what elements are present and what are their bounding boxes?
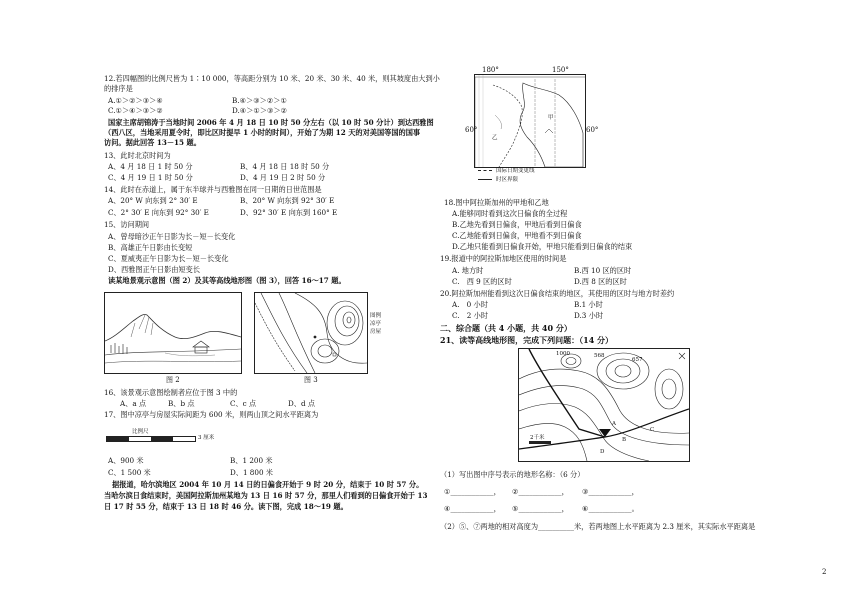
topo-drawing (519, 349, 689, 461)
intro1-line3: 访问。据此回答 13－15 题。 (104, 138, 201, 147)
topo-label-568: 568 (594, 353, 605, 359)
q12-line2: 的排序是 (104, 84, 133, 93)
figure-3-contour-map (254, 292, 368, 374)
q18: 18.图中阿拉斯加州的甲地和乙地 (444, 198, 549, 207)
q16-option-b: B、b 点 (168, 399, 195, 408)
topo-label-657: 657 (632, 357, 643, 363)
topo-point-a: A (612, 421, 616, 427)
q15-option-c: C、夏威夷正午日影为长－短－长变化 (108, 254, 229, 263)
q18-option-d: D.乙地只能看到日偏食开始，甲地只能看到日偏食的结束 (452, 242, 633, 251)
legend-timezone-swatch (478, 179, 492, 180)
figure-3-legend-house: 房屋 (370, 329, 382, 335)
q19-option-c: C. 西 9 区的区时 (452, 277, 512, 286)
intro1-line1: 国家主席胡锦涛于当地时间 2006 年 4 月 18 日 10 时 50 分左右（以 10 时 50 分计）到达西雅图 (108, 118, 434, 127)
sub-question-1: （1）写出图中序号表示的地形名称：（6 分） (440, 470, 585, 479)
map-lat-left: 60° (465, 126, 478, 134)
figure-3-caption: 图 3 (304, 376, 318, 384)
sub-question-2: （2）⑤、⑦两地的相对高度为__________米，若两地图上水平距离为 2.3 厘米，其实际水平距离是 (440, 522, 756, 531)
q20-option-a: A. 0 小时 (452, 300, 488, 309)
q17-option-a: A、900 米 (108, 456, 144, 465)
legend-dateline-swatch (478, 170, 492, 171)
q14-option-d: D、92° 30′ E 向东到 160° E (240, 208, 338, 217)
q14-option-a: A、20° W 向东到 2° 30′ E (108, 196, 198, 205)
q16-option-d: D、d 点 (288, 399, 316, 408)
q14-option-b: B、20° W 向东到 92° 30′ E (240, 196, 335, 205)
legend-dateline: 国际日期变更线 (496, 168, 535, 174)
q16-option-a: A、a 点 (120, 399, 147, 408)
q20-option-d: D.3 小时 (574, 311, 604, 320)
blank-3: ③____________， (582, 487, 639, 496)
scale-unit: 3 厘米 (198, 435, 215, 441)
map-place-jia: 甲 (548, 115, 554, 121)
figure-3-legend-pavilion: 凉亭 (370, 321, 382, 327)
q18-option-b: B.乙地先看到日偏食，甲地后看到日偏食 (452, 220, 582, 229)
q12-option-d: D.④＞①＞③＞② (232, 106, 288, 115)
q12-option-a: A.①＞②＞③＞④ (108, 96, 163, 105)
blank-4: ④____________， (444, 504, 501, 513)
q14: 14、此时在赤道上，属于东半球并与西雅图在同一日期的日世范围是 (104, 185, 322, 194)
q18-option-a: A.能够同时看到这次日偏食的全过程 (452, 209, 568, 218)
landscape-sketch (105, 293, 241, 373)
blank-6: ⑥____________。 (582, 504, 639, 513)
map-lon-150: 150° (552, 66, 569, 74)
blank-1: ①____________， (444, 487, 501, 496)
section-2-heading: 二、综合题（共 4 小题，共 40 分） (440, 323, 572, 333)
intro3-line1: 据报道，哈尔滨地区 2004 年 10 月 14 日的日偏食开始于 9 时 20 分，结束于 10 时 57 分。 (112, 480, 424, 489)
q18-option-c: C.乙地能看到日偏食，甲地看不到日偏食 (452, 231, 582, 240)
q12-option-b: B.④＞③＞②＞① (232, 96, 287, 105)
topo-scale-label: 2千米 (530, 435, 545, 441)
q15: 15、访问期间 (104, 220, 150, 229)
map-place-yi: 乙 (492, 135, 498, 141)
contour-lines (255, 293, 367, 373)
map-lat-right: 60° (586, 126, 599, 134)
scale-bar (106, 436, 196, 442)
alaska-map (474, 74, 586, 168)
intro3-line3: 日 17 时 55 分，结束于 13 日 18 时 46 分。读下图，完成 18～19 题。 (104, 502, 348, 511)
q19-option-d: D.西 8 区的区时 (574, 277, 627, 286)
topo-point-b: B (622, 437, 627, 443)
q17-option-b: B、1 200 米 (230, 456, 273, 465)
q20: 20.阿拉斯加州能看到这次日偏食结束的地区，其使用的区时与地方时差约 (440, 289, 675, 298)
scale-label: 比例尺 (132, 429, 149, 435)
q13: 13、此时北京时间为 (104, 151, 171, 160)
legend-timezone: 时区界限 (496, 177, 519, 183)
q15-option-d: D、西雅图正午日影由短变长 (108, 265, 201, 274)
q16-option-c: C、c 点 (230, 399, 257, 408)
q12-line1: 12.若四幅图的比例尺皆为 1∶10 000，等高距分别为 10 米、20 米、30 米、40 米，则其坡度由大到小 (104, 74, 440, 83)
q19-option-a: A. 地方时 (452, 266, 484, 275)
alaska-map-drawing (475, 75, 585, 167)
q20-option-b: B.1 小时 (574, 300, 603, 309)
topographic-map (518, 348, 690, 462)
figure-3-legend-title: 图例 (370, 313, 382, 319)
blank-5: ⑤____________， (512, 504, 569, 513)
page-number: 2 (822, 568, 827, 576)
q15-option-b: B、高雄正午日影由长变短 (108, 243, 193, 252)
q12-option-c: C.①＞④＞③＞② (108, 106, 163, 115)
intro1-line2: （西八区，当地采用夏令时，即比区时提早 1 小时的时间），开始了为期 12 天的对美国等国的国事 (104, 128, 421, 137)
q17-option-d: D、1 800 米 (230, 468, 273, 477)
topo-point-d: D (600, 449, 605, 455)
topo-label-1000: 1000 (556, 351, 570, 357)
q20-option-c: C. 2 小时 (452, 311, 488, 320)
q16: 16、该景观示意图绘制者应位于图 3 中的 (104, 388, 238, 397)
q19-option-b: B.西 10 区的区时 (574, 266, 632, 275)
q14-option-c: C、2° 30′ E 向东到 92° 30′ E (108, 208, 209, 217)
blank-2: ②____________， (512, 487, 569, 496)
topo-point-c: C (650, 427, 655, 433)
map-lon-180: 180° (482, 66, 499, 74)
q17: 17、图中凉亭与房屋实际间距为 600 米，则两山顶之间水平距离为 (104, 410, 319, 419)
q13-option-d: D、4 月 19 日 2 时 50 分 (240, 173, 326, 182)
q13-option-b: B、4 月 18 日 18 时 50 分 (240, 162, 330, 171)
figure-2-caption: 图 2 (166, 376, 180, 384)
intro2: 读某地景观示意图（图 2）及其等高线地形图（图 3），回答 16～17 题。 (108, 276, 346, 285)
figure-2-landscape (104, 292, 242, 374)
intro3-line2: 当哈尔滨日食结束时，美国阿拉斯加州某地为 13 日 16 时 57 分，那里人们看到的日偏食开始于 13 (104, 491, 428, 500)
q19: 19.报道中的阿拉斯加地区使用的时间是 (440, 254, 567, 263)
q13-option-a: A、4 月 18 日 1 时 50 分 (108, 162, 193, 171)
q15-option-a: A、曾母暗沙正午日影为长－短－长变化 (108, 232, 236, 241)
q13-option-c: C、4 月 19 日 1 时 50 分 (108, 173, 193, 182)
q17-option-c: C、1 500 米 (108, 468, 151, 477)
q21: 21、读等高线地形图，完成下列问题：（14 分） (440, 335, 614, 345)
